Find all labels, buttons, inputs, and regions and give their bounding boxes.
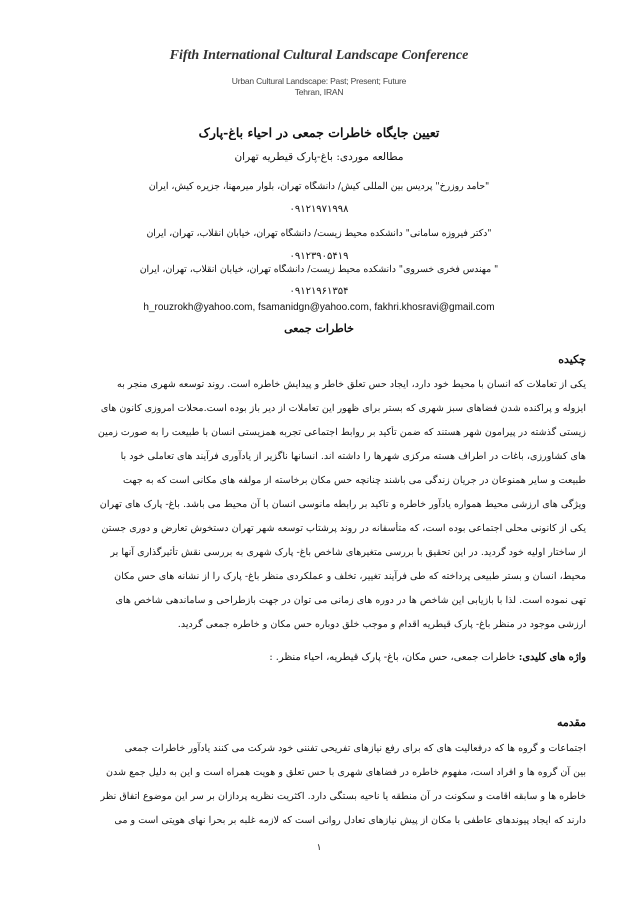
- keywords-label: واژه های کلیدی:: [518, 652, 586, 663]
- abstract-line: از ساختار اولیه خود گردید. در این تحقیق با بررسی متغیرهای شاخص باغ- پارک شهری به بررسی نقش تأثیرگذاری آنها بر: [110, 547, 586, 558]
- abstract-line: ارزشی موجود در منظر باغ- پارک قیطریه اقدام و موجب خلق دوباره حس مکان و خاطره جمعی گردید.: [177, 619, 586, 630]
- case-study-subtitle: مطالعه موردی: باغ-پارک قیطریه تهران: [234, 151, 404, 163]
- introduction-line: بین آن گروه ها و افراد است، مفهوم خاطره در فضاهای شهری با حس تعلق و هویت همراه است و این به دلیل جمع شدن: [105, 767, 586, 778]
- abstract-line: زیستی گذشته در پیرامون شهر هستند که ضمن تأکید بر روابط اجتماعی تجربه همزیستی انسان با طبیعت را به صورت زمین: [97, 427, 586, 438]
- abstract-line: های کشاورزی، باغات در اطراف هسته مرکزی شهرها را داشته اند. انسانها ناگزیر از یادآوری فرآیند های تعاملی خود با: [120, 451, 586, 462]
- introduction-line: اجتماعات و گروه ها که درفعالیت های که برای رفع نیازهای تفریحی تفننی خود شرکت می کنند یادآور خاطرات جمعی: [124, 743, 586, 754]
- introduction-line: دارند که ایجاد پیوندهای عاطفی با مکان از پیش نیازهای تعادل روانی است که لازمه غلبه بر بحرا نهای هویتی است و می: [114, 815, 586, 826]
- author-phone: ۰۹۱۲۱۹۷۱۹۹۸: [289, 204, 349, 215]
- abstract-line: تهی نموده است. لذا با بازیابی این شاخص ها در دوره های زمانی می توان در جهت بازطراحی و ساماندهی شاخص های: [115, 595, 586, 606]
- abstract-line: ویژگی های ارزشی محیط همواره یادآور خاطره و تاکید بر رابطه مانوسی انسان با آن محیط می باشد. باغ- پارک های تهران: [99, 499, 586, 510]
- author-phone: ۰۹۱۲۳۹۰۵۴۱۹: [289, 251, 349, 262]
- conference-location: Tehran, IRAN: [294, 87, 344, 97]
- author-affiliation: "دکتر فیروزه سامانی" دانشکده محیط زیست/ دانشگاه تهران، خیابان انقلاب، تهران، ایران: [146, 228, 492, 239]
- abstract-line: ایزوله و پراکنده شدن فضاهای سبز شهری که بستر برای ظهور این تعاملات از دیر باز بوده است.محلات امروزی کانون های: [100, 403, 586, 414]
- author-phone: ۰۹۱۲۱۹۶۱۳۵۴: [289, 286, 349, 297]
- abstract-line: یکی از کانونی محلی اجتماعی بوده است، که متأسفانه در روند پرشتاب توسعه شهر تهران دستخوش تعارض و دوری جستن: [101, 523, 586, 534]
- keywords: [52, 652, 586, 663]
- introduction-line: خاطره ها و سابقه اقامت و سکونت در آن منطقه یا ناحیه بستگی دارد. اکثریت نظریه پردازان بر سر این موضوع اتفاق نظر: [100, 791, 586, 802]
- author-affiliation: " مهندس فخری خسروی" دانشکده محیط زیست/ دانشگاه تهران، خیابان انقلاب، تهران، ایران: [139, 264, 499, 275]
- abstract-line: یکی از تعاملات که انسان با محیط خود دارد، ایجاد حس تعلق خاطر و پیدایش خاطره است. روند توسعه شهری منجر به: [117, 379, 586, 390]
- conference-subtitle: Urban Cultural Landscape: Past; Present; Future: [231, 76, 407, 86]
- page-number: ۱: [316, 843, 322, 853]
- abstract-line: محیط، انسان و بستر طبیعی پرداخته که طی فرآیند تغییر، تخلف و عملکردی منظر باغ- پارک را از نشانه های حس مکان: [114, 571, 586, 582]
- running-label: خاطرات جمعی: [284, 322, 354, 335]
- keywords-text: خاطرات جمعی، حس مکان، باغ- پارک قیطریه، احیاء منظر. :: [269, 652, 516, 663]
- author-affiliation: "حامد روزرخ" پردیس بین المللی کیش/ دانشگاه تهران، بلوار میرمهنا، جزیره کیش، ایران: [148, 181, 490, 192]
- author-emails: h_rouzrokh@yahoo.com, fsamanidgn@yahoo.com, fakhri.khosravi@gmail.com: [143, 302, 495, 313]
- abstract-line: طبیعت و سایر همنوعان در جریان زندگی می باشند چنانچه حس مکان برخاسته از مولفه های مکانی است که به جهت: [122, 475, 586, 486]
- conference-title: Fifth International Cultural Landscape Conference: [169, 48, 469, 63]
- introduction-heading: مقدمه: [556, 716, 586, 729]
- abstract-heading: چکیده: [558, 353, 586, 366]
- paper-title: تعیین جایگاه خاطرات جمعی در احیاء باغ-پارک: [198, 125, 440, 140]
